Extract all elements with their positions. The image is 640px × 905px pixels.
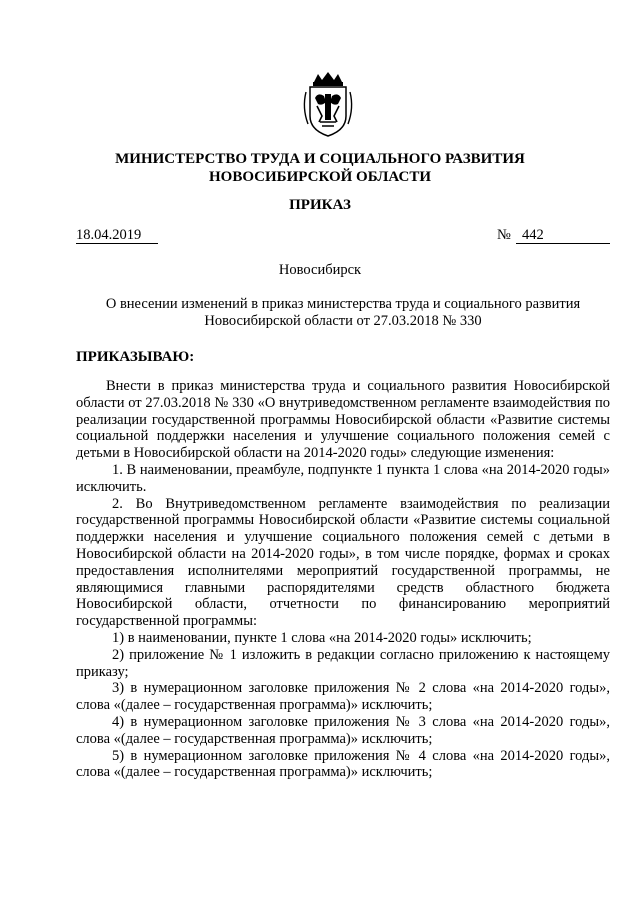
- city: Новосибирск: [278, 262, 362, 278]
- subitem-2: 2) приложение № 1 изложить в редакции согласно приложению к настоящему приказу;: [76, 646, 610, 680]
- subitem-5: 5) в нумерационном заголовке приложения № 4 слова «на 2014-2020 годы», слова «(далее – государственная программа)» исключить;: [76, 747, 610, 781]
- ministry-title: [0, 150, 640, 186]
- coat-of-arms-emblem: [300, 72, 356, 138]
- document-subject: [76, 296, 610, 330]
- paragraph-item-1: 1. В наименовании, преамбуле, подпункте 1 пункта 1 слова «на 2014-2020 годы» исключить.: [76, 461, 610, 495]
- ministry-title-line1: МИНИСТЕРСТВО ТРУДА И СОЦИАЛЬНОГО РАЗВИТИЯ: [115, 151, 525, 167]
- subitem-4: 4) в нумерационном заголовке приложения № 3 слова «на 2014-2020 годы», слова «(далее – государственная программа)» исключить;: [76, 713, 610, 747]
- ministry-title-line2: НОВОСИБИРСКОЙ ОБЛАСТИ: [208, 169, 432, 185]
- document-number: 442: [516, 228, 610, 244]
- subitem-1: 1) в наименовании, пункте 1 слова «на 2014-2020 годы» исключить;: [112, 629, 532, 646]
- document-body: [76, 378, 610, 781]
- paragraph-intro: Внести в приказ министерства труда и социального развития Новосибирской области от 27.03.2018 № 330 «О внутриведомственном регламенте взаимодействия по реализации государственной программы Новосибирской области «Развитие системы социальной поддержки населения и улучшение социального положения семей с детьми в Новосибирской области на 2014-2020 годы» следующие изменения:: [76, 378, 610, 462]
- paragraph-item-2: 2. Во Внутриведомственном регламенте взаимодействия по реализации государственной программы Новосибирской области «Развитие системы социальной поддержки населения и улучшение социального положения семей с детьми в Новосибирской области на 2014-2020 годы», в том числе порядке, формах и сроках предоставления исполнителями мероприятий государственной программы, не являющимися главными распорядителями средств областного бюджета Новосибирской области, отчетности по финансированию мероприятий государственной программы:: [76, 495, 610, 630]
- subject-line1: О внесении изменений в приказ министерства труда и социального развития: [105, 296, 581, 312]
- document-type: ПРИКАЗ: [289, 197, 351, 213]
- number-sign: №: [497, 227, 511, 243]
- decree-word: ПРИКАЗЫВАЮ:: [76, 349, 195, 365]
- subitem-3: 3) в нумерационном заголовке приложения № 2 слова «на 2014-2020 годы», слова «(далее – государственная программа)» исключить;: [76, 680, 610, 714]
- subject-line2: Новосибирской области от 27.03.2018 № 330: [204, 313, 482, 329]
- document-date: 18.04.2019: [76, 228, 158, 244]
